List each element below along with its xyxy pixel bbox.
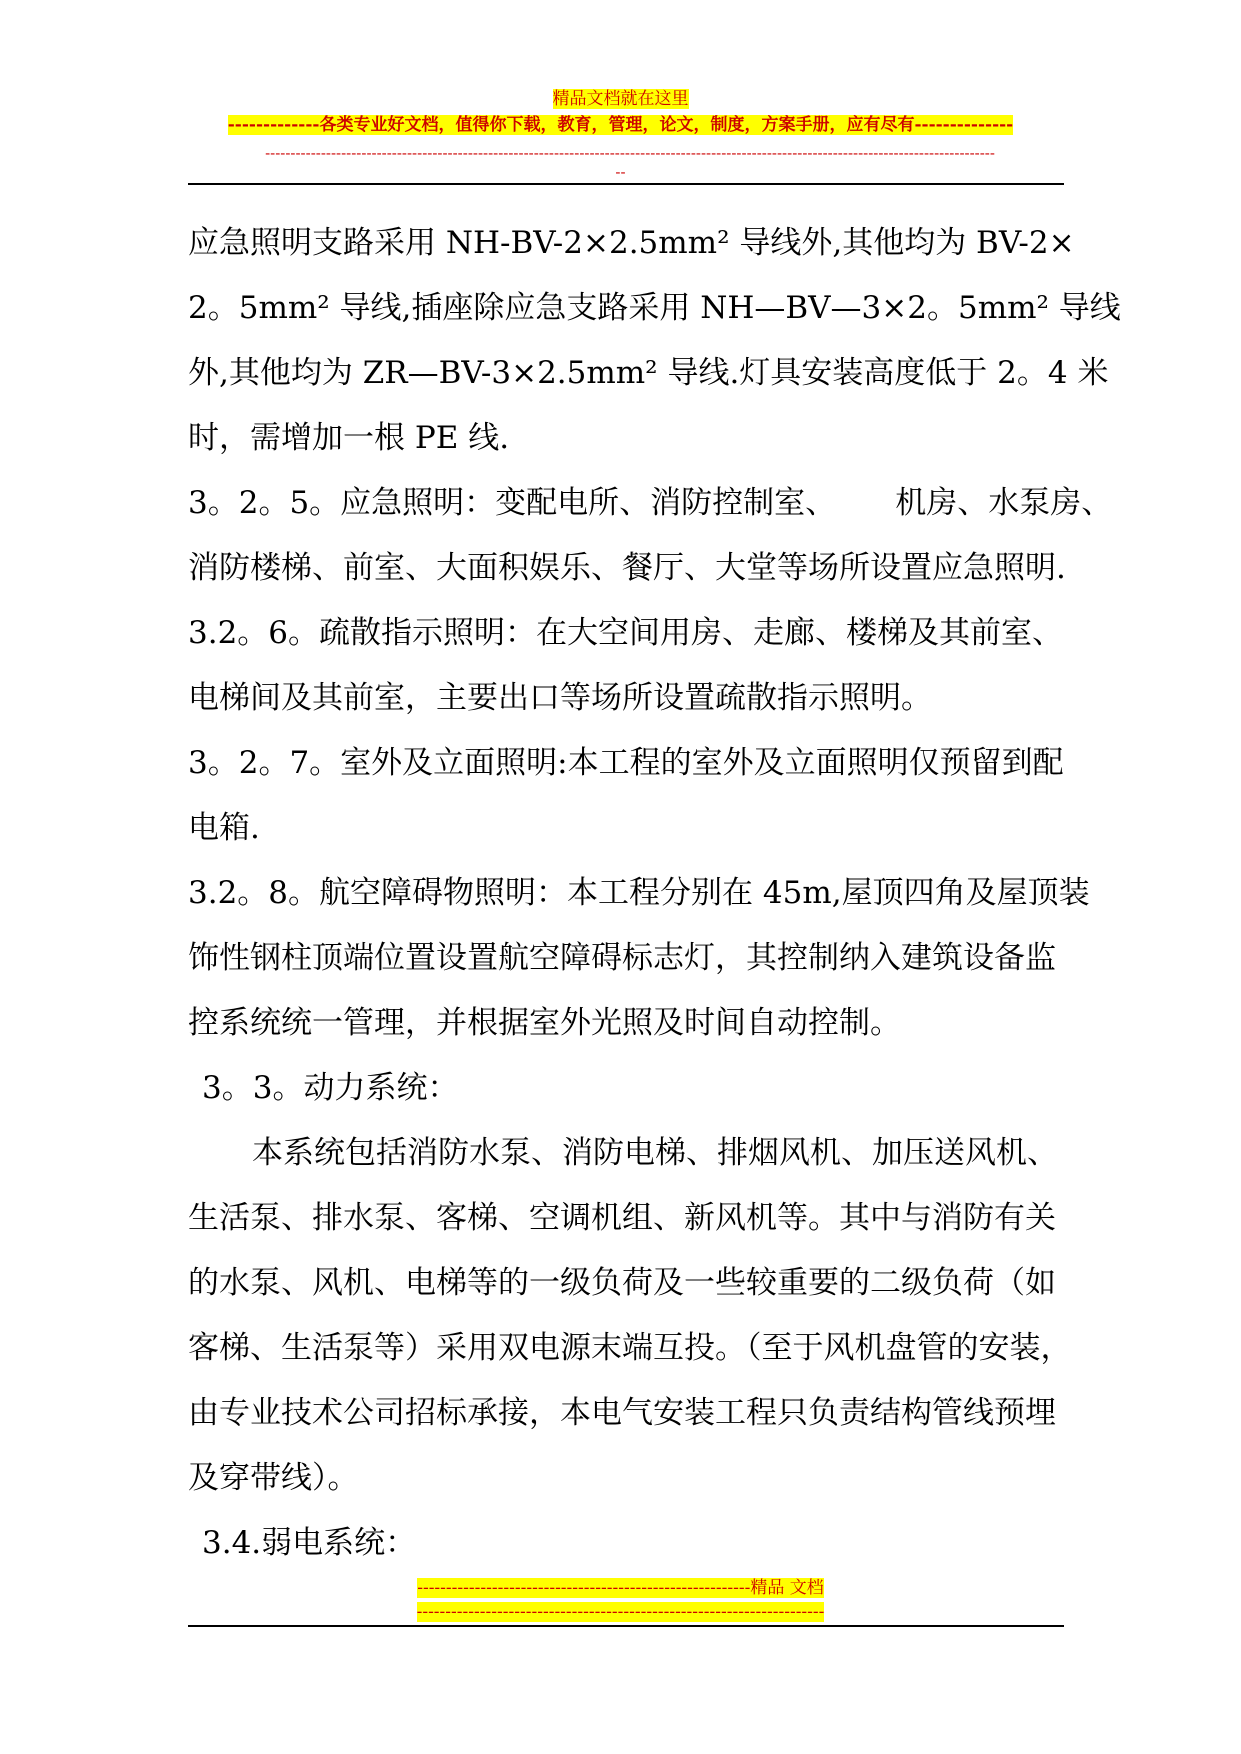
body-line: 3.2。6。疏散指示照明：在大空间用房、走廊、楼梯及其前室、 [188, 615, 1064, 651]
body-line: 由专业技术公司招标承接，本电气安装工程只负责结构管线预埋 [188, 1395, 1056, 1431]
body-line: 应急照明支路采用 NH-BV-2×2.5mm² 导线外,其他均为 BV-2× [188, 225, 1075, 261]
body-line: 电箱. [188, 810, 260, 846]
body-line: 电梯间及其前室，主要出口等场所设置疏散指示照明。 [188, 680, 932, 716]
body-line: 3.2。8。航空障碍物照明：本工程分别在 45m,屋顶四角及屋顶装 [188, 875, 1090, 911]
body-line: 的水泵、风机、电梯等的一级负荷及一些较重要的二级负荷（如 [188, 1265, 1056, 1301]
body-line: 2。5mm² 导线,插座除应急支路采用 NH—BV—3×2。5mm² 导线 [188, 290, 1121, 326]
body-line: 时，需增加一根 PE 线. [188, 420, 510, 456]
body-line: 及穿带线）。 [188, 1460, 359, 1496]
body-line: 饰性钢柱顶端位置设置航空障碍标志灯，其控制纳入建筑设备监 [188, 940, 1056, 976]
header-title [0, 88, 1241, 110]
footer-rule [188, 1625, 1064, 1627]
footer-line-1 [0, 1577, 1241, 1599]
body-line: 3。2。5。应急照明：变配电所、消防控制室、 机房、水泵房、 [188, 485, 1113, 521]
footer-line-1-text: ----------------------------------------------------------精品 文档 [417, 1578, 824, 1598]
header-dashes: ------------------------------------------------------------------------------------------------------------------------------------------------ [265, 144, 995, 162]
header-subtitle-text: -------------各类专业好文档，值得你下载，教育，管理，论文，制度，方案手册，应有尽有-------------- [227, 115, 1014, 135]
header-subtitle [0, 114, 1241, 136]
body-line: 生活泵、排水泵、客梯、空调机组、新风机等。其中与消防有关 [188, 1200, 1056, 1236]
body-line: 客梯、生活泵等）采用双电源末端互投。（至于风机盘管的安装， [188, 1330, 1072, 1366]
footer-line-2 [0, 1601, 1241, 1623]
header-dashes-tail: -- [615, 163, 626, 181]
body-line: 消防楼梯、前室、大面积娱乐、餐厅、大堂等场所设置应急照明. [188, 550, 1066, 586]
body-line: 控系统统一管理，并根据室外光照及时间自动控制。 [188, 1005, 901, 1041]
body-text [188, 218, 1121, 1583]
body-line: 本系统包括消防水泵、消防电梯、排烟风机、加压送风机、 [252, 1135, 1058, 1171]
body-line: 外,其他均为 ZR—BV-3×2.5mm² 导线.灯具安装高度低于 2。4 米 [188, 355, 1109, 391]
header-rule [188, 183, 1064, 185]
footer-line-2-text: ----------------------------------------------------------------------- [416, 1602, 825, 1622]
section-heading-3-3: 3。3。动力系统： [202, 1070, 459, 1106]
body-line: 3。2。7。室外及立面照明:本工程的室外及立面照明仅预留到配 [188, 745, 1064, 781]
header-title-text: 精品文档就在这里 [552, 89, 689, 109]
section-heading-3-4: 3.4.弱电系统： [202, 1525, 417, 1561]
